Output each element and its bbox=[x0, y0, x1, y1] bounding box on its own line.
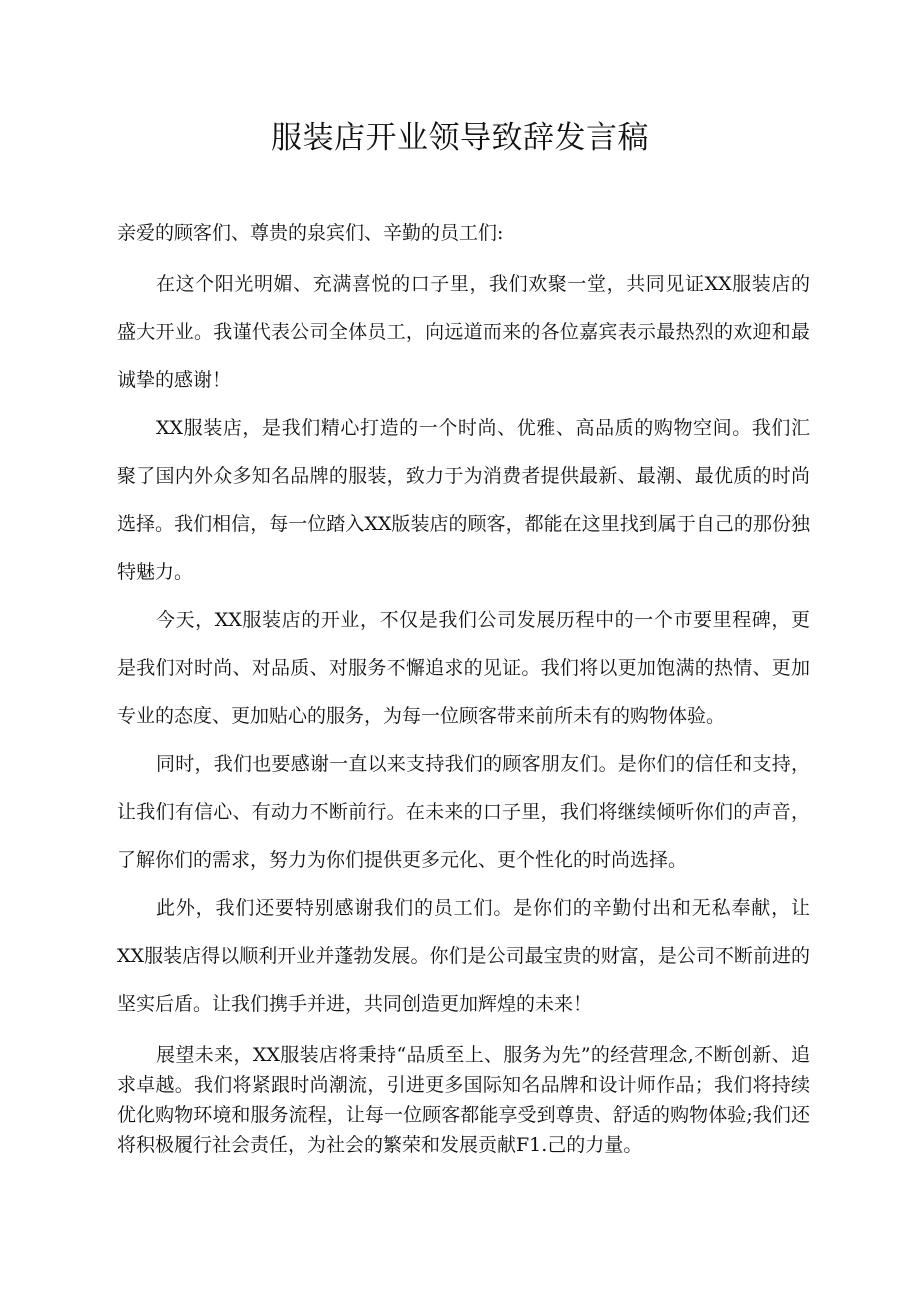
paragraph-store-intro: XX服装店，是我们精心打造的一个时尚、优雅、高品质的购物空间。我们汇聚了国内外众多知名品牌的服装，致力于为消费者提供最新、最潮、最优质的时尚选择。我们相信，每一位踏入XX版装店的顾客，都能在这里找到属于自己的那份独特魅力。 bbox=[117, 417, 810, 583]
paragraph-outlook: 展望未来，XX服装店将秉持“品质至上、服务为先”的经营理念,不断创新、追求卓越。我们将紧跟时尚潮流，引进更多国际知名品牌和设计师作品；我们将持续优化购物环境和服务流程，让每一位顾客都能享受到尊贵、舒适的购物体验;我们还将积极履行社会责任，为社会的繁荣和发展贡献F1.己的力量。 bbox=[117, 1044, 810, 1156]
salutation: 亲爱的顾客们、尊贵的泉宾们、辛勤的员工们: bbox=[117, 222, 504, 244]
paragraph-opening: 在这个阳光明媚、充满喜悦的口子里，我们欢聚一堂，共同见证XX服装店的盛大开业。我谨代表公司全体员工，向远道而来的各位嘉宾表示最热烈的欢迎和最诚挚的感谢！ bbox=[117, 273, 810, 391]
paragraph-milestone: 今天，XX服装店的开业，不仅是我们公司发展历程中的一个市要里程碑，更是我们对时尚、对品质、对服务不懈追求的见证。我们将以更加饱满的热情、更加专业的态度、更加贴心的服务，为每一位顾客带来前所未有的购物体验。 bbox=[117, 609, 810, 727]
paragraph-thanks-customers: 同时，我们也要感谢一直以来支持我们的顾客朋友们。是你们的信任和支持，让我们有信心、有动力不断前行。在未来的口子里，我们将继续倾听你们的声音，了解你们的需求，努力为你们提供更多元化、更个性化的时尚选择。 bbox=[117, 753, 810, 871]
paragraph-thanks-staff: 此外，我们还要特别感谢我们的员工们。是你们的辛勤付出和无私奉献，让XX服装店得以顺利开业并蓬勃发展。你们是公司最宝贵的财富，是公司不断前进的坚实后盾。让我们携手并进，共同创造更加辉煌的未来！ bbox=[117, 897, 810, 1015]
document-title: 服装店开业领导致辞发言稿 bbox=[271, 120, 649, 156]
